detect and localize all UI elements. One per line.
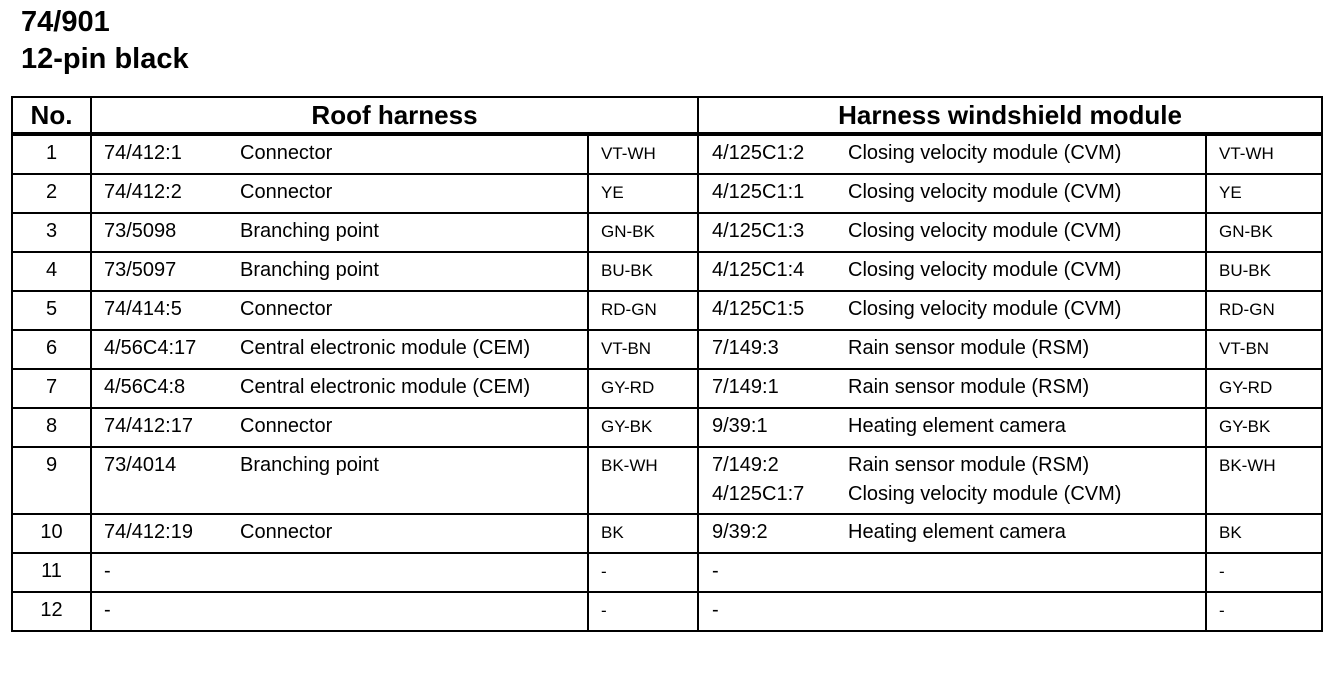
pin-number: 2 <box>12 174 91 213</box>
connection-description: Branching point <box>240 259 379 281</box>
connection-entry <box>104 334 587 363</box>
roof-harness-wire-color: - <box>588 553 698 592</box>
connection-entry <box>712 295 1205 324</box>
pin-number: 12 <box>12 592 91 631</box>
roof-harness-wire-color: BU-BK <box>588 252 698 291</box>
connection-entry <box>104 596 587 625</box>
windshield-module-connection <box>698 369 1206 408</box>
roof-harness-connection <box>91 514 588 553</box>
connection-ref: 4/125C1:4 <box>712 259 805 281</box>
connection-entry <box>712 178 1205 207</box>
roof-harness-connection <box>91 134 588 174</box>
table-row <box>12 291 1322 330</box>
pin-number: 7 <box>12 369 91 408</box>
windshield-module-wire-color: - <box>1206 592 1322 631</box>
table-row <box>12 134 1322 174</box>
header-no: No. <box>12 97 91 134</box>
connection-description: Closing velocity module (CVM) <box>848 259 1122 281</box>
connection-ref: 9/39:1 <box>712 415 768 437</box>
roof-harness-wire-color: GY-BK <box>588 408 698 447</box>
roof-harness-connection <box>91 369 588 408</box>
windshield-module-connection <box>698 514 1206 553</box>
connection-ref: 4/125C1:3 <box>712 220 805 242</box>
windshield-module-connection <box>698 213 1206 252</box>
connection-ref: 7/149:1 <box>712 376 779 398</box>
roof-harness-connection <box>91 408 588 447</box>
connection-entry <box>104 178 587 207</box>
connection-ref: - <box>104 599 111 621</box>
windshield-module-wire-color: BU-BK <box>1206 252 1322 291</box>
connection-description: Central electronic module (CEM) <box>240 376 531 398</box>
pin-number: 11 <box>12 553 91 592</box>
roof-harness-connection <box>91 252 588 291</box>
table-row <box>12 553 1322 592</box>
table-row <box>12 514 1322 553</box>
connection-entry <box>104 217 587 246</box>
page-title <box>21 4 189 78</box>
table-row <box>12 252 1322 291</box>
windshield-module-wire-color: YE <box>1206 174 1322 213</box>
connection-description: Connector <box>240 415 333 437</box>
roof-harness-wire-color: YE <box>588 174 698 213</box>
roof-harness-wire-color: VT-WH <box>588 134 698 174</box>
connection-description <box>240 557 587 586</box>
header-roof-harness: Roof harness <box>91 97 698 134</box>
connection-description: Central electronic module (CEM) <box>240 337 531 359</box>
connection-description <box>848 596 1205 625</box>
pin-assignment-table <box>11 96 1323 632</box>
table-row <box>12 592 1322 631</box>
pin-number: 3 <box>12 213 91 252</box>
roof-harness-connection <box>91 330 588 369</box>
connection-entry <box>104 557 587 586</box>
header-windshield-module: Harness windshield module <box>698 97 1322 134</box>
connection-description <box>848 557 1205 586</box>
pin-number: 10 <box>12 514 91 553</box>
table-body <box>12 134 1322 631</box>
connection-ref: 4/125C1:7 <box>712 483 805 505</box>
windshield-module-connection <box>698 592 1206 631</box>
connection-entry <box>712 412 1205 441</box>
connection-ref: 4/125C1:2 <box>712 142 805 164</box>
windshield-module-wire-color: GY-RD <box>1206 369 1322 408</box>
connector-id: 74/901 <box>21 6 110 38</box>
connection-ref: 73/5097 <box>104 259 177 281</box>
roof-harness-wire-color: RD-GN <box>588 291 698 330</box>
roof-harness-wire-color: - <box>588 592 698 631</box>
connection-description: Closing velocity module (CVM) <box>848 181 1122 203</box>
connection-ref: 7/149:3 <box>712 337 779 359</box>
roof-harness-connection <box>91 174 588 213</box>
connection-ref: 73/5098 <box>104 220 177 242</box>
windshield-module-connection <box>698 134 1206 174</box>
table-row <box>12 408 1322 447</box>
table-header-row <box>12 97 1322 134</box>
windshield-module-connection <box>698 252 1206 291</box>
connection-ref: 74/412:1 <box>104 142 182 164</box>
connection-description: Rain sensor module (RSM) <box>848 454 1090 476</box>
connection-description: Connector <box>240 298 333 320</box>
connection-ref: 7/149:2 <box>712 454 779 476</box>
windshield-module-wire-color: - <box>1206 553 1322 592</box>
connection-entry <box>712 480 1205 509</box>
windshield-module-connection <box>698 330 1206 369</box>
pin-number: 5 <box>12 291 91 330</box>
roof-harness-connection <box>91 592 588 631</box>
roof-harness-connection <box>91 213 588 252</box>
table-row <box>12 330 1322 369</box>
windshield-module-wire-color: RD-GN <box>1206 291 1322 330</box>
roof-harness-connection <box>91 553 588 592</box>
connection-entry <box>104 518 587 547</box>
windshield-module-wire-color: GN-BK <box>1206 213 1322 252</box>
roof-harness-wire-color: BK <box>588 514 698 553</box>
connection-entry <box>712 139 1205 168</box>
connection-entry <box>104 373 587 402</box>
connection-description <box>240 596 587 625</box>
connection-description: Closing velocity module (CVM) <box>848 483 1122 505</box>
roof-harness-wire-color: GY-RD <box>588 369 698 408</box>
connection-description: Branching point <box>240 454 379 476</box>
connection-description: Closing velocity module (CVM) <box>848 220 1122 242</box>
roof-harness-wire-color: GN-BK <box>588 213 698 252</box>
pin-number: 6 <box>12 330 91 369</box>
connection-entry <box>712 334 1205 363</box>
roof-harness-wire-color: BK-WH <box>588 447 698 514</box>
connection-entry <box>712 596 1205 625</box>
pin-number: 9 <box>12 447 91 514</box>
connection-ref: 74/412:19 <box>104 521 193 543</box>
windshield-module-wire-color: GY-BK <box>1206 408 1322 447</box>
windshield-module-wire-color: VT-WH <box>1206 134 1322 174</box>
windshield-module-wire-color: BK-WH <box>1206 447 1322 514</box>
connection-ref: 4/125C1:1 <box>712 181 805 203</box>
windshield-module-connection <box>698 553 1206 592</box>
connection-ref: 74/412:2 <box>104 181 182 203</box>
connection-entry <box>712 256 1205 285</box>
connector-description: 12-pin black <box>21 43 189 75</box>
table-row <box>12 174 1322 213</box>
connection-ref: 74/414:5 <box>104 298 182 320</box>
connection-description: Rain sensor module (RSM) <box>848 337 1090 359</box>
connection-entry <box>104 295 587 324</box>
connection-ref: 4/125C1:5 <box>712 298 805 320</box>
windshield-module-connection <box>698 291 1206 330</box>
pin-number: 1 <box>12 134 91 174</box>
windshield-module-connection <box>698 408 1206 447</box>
table-row <box>12 213 1322 252</box>
connection-ref: - <box>712 560 719 582</box>
pin-number: 4 <box>12 252 91 291</box>
connection-description: Closing velocity module (CVM) <box>848 142 1122 164</box>
connection-ref: - <box>104 560 111 582</box>
windshield-module-connection <box>698 174 1206 213</box>
connection-entry <box>712 373 1205 402</box>
connection-entry <box>104 412 587 441</box>
connection-description: Connector <box>240 521 333 543</box>
roof-harness-wire-color: VT-BN <box>588 330 698 369</box>
connection-ref: 9/39:2 <box>712 521 768 543</box>
table-row <box>12 369 1322 408</box>
connection-description: Connector <box>240 142 333 164</box>
connection-ref: 4/56C4:8 <box>104 376 186 398</box>
connection-ref: 4/56C4:17 <box>104 337 197 359</box>
connection-ref: 74/412:17 <box>104 415 193 437</box>
connection-description: Connector <box>240 181 333 203</box>
pin-number: 8 <box>12 408 91 447</box>
connection-entry <box>712 518 1205 547</box>
connection-entry <box>712 557 1205 586</box>
roof-harness-connection <box>91 291 588 330</box>
connection-description: Heating element camera <box>848 521 1066 543</box>
table-row <box>12 447 1322 514</box>
windshield-module-wire-color: VT-BN <box>1206 330 1322 369</box>
connection-entry <box>104 451 587 480</box>
connection-description: Heating element camera <box>848 415 1066 437</box>
windshield-module-connection <box>698 447 1206 514</box>
connection-entry <box>712 451 1205 480</box>
roof-harness-connection <box>91 447 588 514</box>
connection-entry <box>104 139 587 168</box>
connection-description: Branching point <box>240 220 379 242</box>
connection-ref: 73/4014 <box>104 454 177 476</box>
connection-description: Rain sensor module (RSM) <box>848 376 1090 398</box>
windshield-module-wire-color: BK <box>1206 514 1322 553</box>
connection-ref: - <box>712 599 719 621</box>
connection-entry <box>712 217 1205 246</box>
connection-entry <box>104 256 587 285</box>
connection-description: Closing velocity module (CVM) <box>848 298 1122 320</box>
